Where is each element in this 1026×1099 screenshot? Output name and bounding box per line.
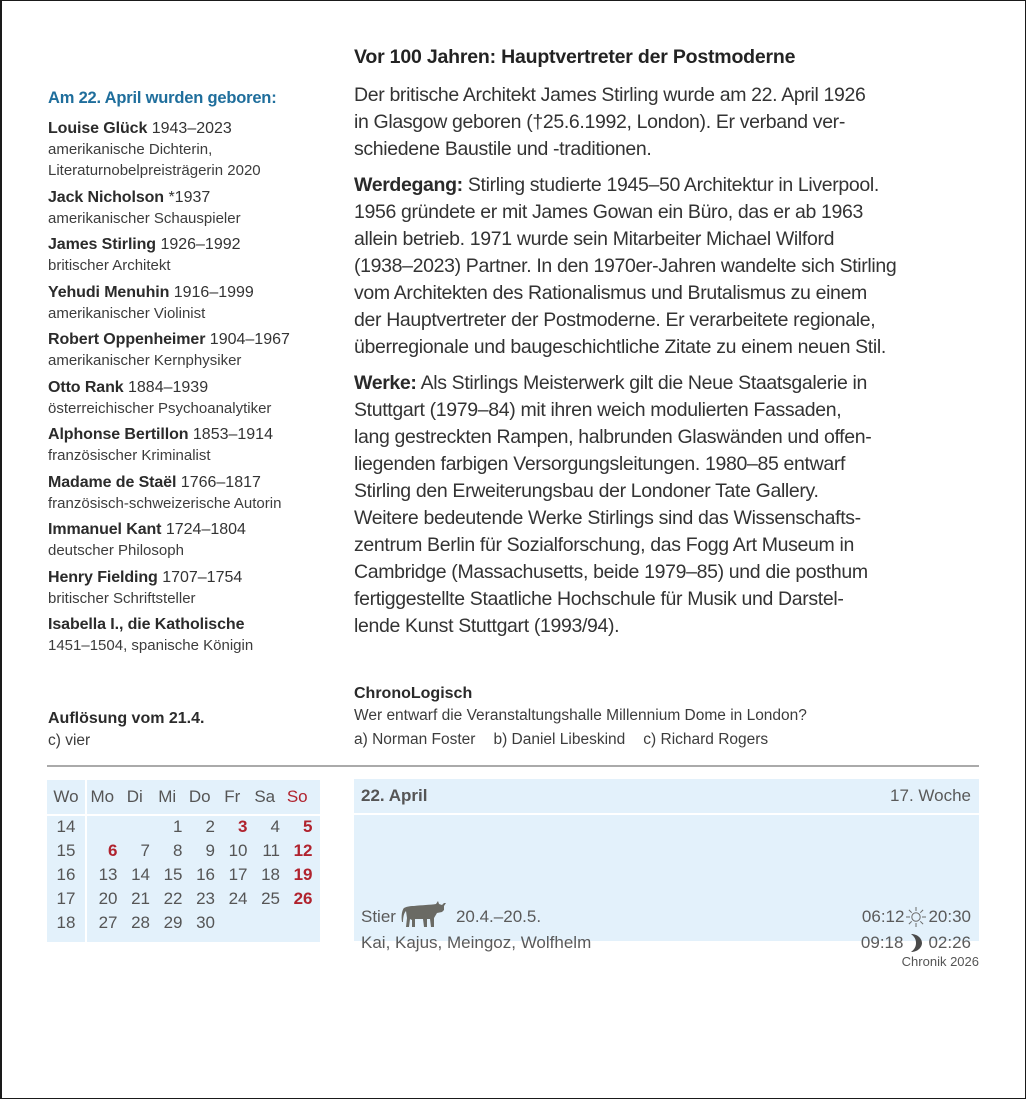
weekday-header: Mi — [158, 787, 177, 806]
line-text: lende Kunst Stuttgart (1993/94). — [354, 615, 620, 637]
sun-times — [862, 905, 971, 929]
person-description: amerikanische Dichterin, — [48, 141, 213, 158]
line-text: liegenden farbigen Versorgungsleitungen. 1980–85 entwarf — [354, 453, 846, 475]
calendar-day: 17 — [228, 865, 248, 884]
calendar-week-row — [47, 815, 315, 839]
sun-icon — [905, 906, 927, 928]
calendar-day: 15 — [163, 865, 183, 884]
person-description: amerikanischer Kernphysiker — [48, 352, 242, 369]
person-entry — [48, 567, 338, 609]
person-entry — [48, 377, 338, 419]
moonset-time: 02:26 — [928, 933, 971, 952]
person-description: britischer Architekt — [48, 257, 171, 274]
person-description: 1451–1504, spanische Königin — [48, 637, 254, 654]
person-header — [48, 567, 338, 588]
weekday-header: Fr — [224, 787, 241, 806]
zodiac-range: 20.4.–20.5. — [455, 907, 542, 926]
person-name: Isabella I., die Katholische — [48, 616, 245, 633]
person-name: James Stirling — [48, 236, 156, 253]
person-entry — [48, 614, 338, 656]
person-header — [48, 118, 338, 139]
line-text: Stuttgart (1979–84) mit ihren weich modulierten Fassaden, — [354, 399, 842, 421]
week-number: 17. Woche — [890, 786, 971, 805]
quiz-option-a: a) Norman Foster — [354, 731, 476, 748]
weekday-header: Mo — [90, 787, 115, 806]
calendar-day: 10 — [228, 841, 248, 860]
bull-icon — [400, 898, 448, 928]
calendar-day: 2 — [205, 817, 215, 836]
calendar-header-row — [47, 785, 315, 809]
solution-title: Auflösung vom 21.4. — [48, 710, 205, 727]
person-name: Robert Oppenheimer — [48, 331, 206, 348]
line-text: zentrum Berlin für Sozialforschung, das Fogg Art Museum in — [354, 534, 854, 556]
person-header — [48, 187, 338, 208]
calendar-day: 28 — [131, 913, 150, 932]
person-years: 1904–1967 — [209, 331, 290, 348]
quiz-options — [354, 728, 979, 752]
person-header — [48, 329, 338, 350]
person-name: Madame de Staël — [48, 473, 177, 491]
calendar-day: 13 — [98, 865, 118, 884]
article-line — [354, 559, 984, 586]
paragraph-lead: Werke: — [354, 372, 417, 394]
moon-icon — [908, 933, 924, 953]
person-years: 1884–1939 — [128, 378, 209, 396]
calendar-day: 9 — [205, 841, 215, 860]
person-years: 1926–1992 — [160, 236, 241, 253]
article-paragraph — [354, 370, 984, 640]
calendar-day — [282, 911, 315, 935]
person-entry — [48, 187, 338, 229]
zodiac-row — [361, 905, 541, 929]
week-number: 17 — [56, 889, 76, 908]
calendar-day: 16 — [196, 865, 215, 884]
calendar-day: 6 — [108, 841, 118, 860]
solution-section — [48, 709, 338, 753]
day-header — [354, 779, 979, 813]
calendar-day: 20 — [98, 889, 118, 908]
person-entry — [48, 329, 338, 371]
article-line — [354, 307, 984, 334]
person-name: Otto Rank — [48, 378, 124, 396]
person-years: 1853–1914 — [192, 426, 273, 443]
article-line — [354, 199, 984, 226]
person-years: 1943–2023 — [151, 120, 232, 137]
calendar-day: 11 — [262, 841, 280, 860]
quiz-option-b: b) Daniel Libeskind — [493, 731, 626, 748]
weekday-header: So — [286, 787, 308, 806]
line-text: fertiggestellte Staatliche Hochschule für Musik und Darstel- — [354, 588, 844, 610]
person-description: französischer Kriminalist — [48, 447, 211, 464]
footer-label: Chronik 2026 — [901, 954, 979, 969]
calendar-day: 5 — [303, 817, 313, 836]
person-description: deutscher Philosoph — [48, 542, 184, 559]
line-text: Als Stirlings Meisterwerk gilt die Neue Staatsgalerie in — [416, 372, 867, 394]
calendar-day: 24 — [228, 889, 248, 908]
calendar-day: 1 — [173, 817, 183, 836]
calendar-day — [87, 815, 120, 839]
section-divider — [47, 765, 979, 767]
line-text: allein betrieb. 1971 wurde sein Mitarbeiter Michael Wilford — [354, 228, 835, 250]
line-text: Stirling studierte 1945–50 Architektur in Liverpool. — [462, 174, 879, 196]
line-text: überregionale und baugeschichtliche Zitate zu einem neuen Stil. — [354, 336, 886, 358]
article-line — [354, 136, 984, 163]
day-date: 22. April — [361, 786, 428, 805]
line-text: Cambridge (Massachusetts, beide 1979–85) und die posthum — [354, 561, 868, 583]
weekday-header: Sa — [254, 787, 276, 806]
person-name: Immanuel Kant — [48, 521, 162, 538]
paragraph-lead: Werdegang: — [354, 174, 463, 196]
person-name: Louise Glück — [48, 120, 148, 137]
article-body — [354, 82, 984, 640]
calendar-day: 3 — [238, 817, 248, 836]
quiz-title: ChronoLogisch — [354, 685, 473, 702]
calendar-day: 21 — [131, 889, 150, 908]
person-years: 1916–1999 — [173, 283, 254, 301]
line-text: Stirling den Erweiterungsbau der Londoner Tate Gallery. — [354, 480, 819, 502]
article-line — [354, 505, 984, 532]
line-text: Weitere bedeutende Werke Stirlings sind das Wissenschafts- — [354, 507, 861, 529]
name-days: Kai, Kajus, Meingoz, Wolfhelm — [361, 933, 592, 952]
line-text: vom Architekten des Rationalismus und Brutalismus zu einem — [354, 282, 867, 304]
person-entry — [48, 424, 338, 466]
calendar-week-row — [47, 863, 315, 887]
week-header: Wo — [53, 787, 79, 806]
week-number: 14 — [56, 817, 76, 836]
person-years: *1937 — [168, 188, 211, 206]
calendar-day: 8 — [173, 841, 183, 860]
person-description: britischer Schriftsteller — [48, 589, 196, 607]
article-line — [354, 532, 984, 559]
calendar-day: 25 — [261, 889, 280, 908]
calendar-day: 4 — [270, 817, 280, 836]
births-heading: Am 22. April wurden geboren: — [48, 89, 277, 107]
article-line — [354, 370, 984, 397]
article-line — [354, 82, 984, 109]
article-paragraph — [354, 172, 984, 361]
weekday-header: Di — [126, 787, 143, 806]
line-text: 1956 gründete er mit James Gowan ein Büro, das er ab 1963 — [354, 201, 864, 223]
article-paragraph — [354, 82, 984, 163]
article-line — [354, 280, 984, 307]
calendar-day: 27 — [98, 913, 118, 932]
calendar-day: 18 — [261, 865, 280, 884]
article — [354, 44, 984, 649]
article-line — [354, 172, 984, 199]
calendar-week-row — [47, 911, 315, 935]
line-text: in Glasgow geboren (†25.6.1992, London). Er verband ver- — [354, 111, 845, 133]
person-header — [48, 472, 338, 493]
calendar-day: 22 — [163, 889, 183, 908]
person-description: Literaturnobelpreisträgerin 2020 — [48, 162, 261, 179]
person-header — [48, 519, 338, 540]
calendar-day: 19 — [293, 865, 313, 884]
article-line — [354, 451, 984, 478]
calendar-day: 23 — [196, 889, 215, 908]
article-line — [354, 397, 984, 424]
person-header — [48, 282, 338, 303]
person-name: Henry Fielding — [48, 568, 158, 586]
article-title: Vor 100 Jahren: Hauptvertreter der Postmoderne — [354, 46, 796, 68]
moonrise-time: 09:18 — [860, 933, 904, 952]
person-years: 1724–1804 — [165, 521, 246, 538]
quiz-question: Wer entwarf die Veranstaltungshalle Millennium Dome in London? — [354, 707, 807, 724]
sunrise-time: 06:12 — [861, 907, 905, 926]
article-line — [354, 478, 984, 505]
article-line — [354, 226, 984, 253]
article-line — [354, 334, 984, 361]
person-header — [48, 377, 338, 398]
person-name: Jack Nicholson — [48, 188, 164, 206]
calendar-day — [120, 815, 153, 839]
line-text: der Hauptvertreter der Postmoderne. Er verarbeitete regionale, — [354, 309, 876, 331]
person-entry — [48, 282, 338, 324]
week-number: 16 — [56, 865, 76, 884]
mini-calendar — [47, 780, 320, 942]
day-body — [354, 815, 979, 952]
sunset-time: 20:30 — [928, 907, 971, 926]
line-text: (1938–2023) Partner. In den 1970er-Jahren wandelte sich Stirling — [354, 255, 897, 277]
person-description: amerikanischer Violinist — [48, 304, 206, 322]
person-header — [48, 424, 338, 445]
person-header — [48, 614, 338, 635]
article-line — [354, 253, 984, 280]
solution-answer: c) vier — [48, 732, 91, 749]
person-description: österreichischer Psychoanalytiker — [48, 399, 272, 417]
calendar-day: 30 — [196, 913, 215, 932]
week-number: 18 — [56, 913, 76, 932]
calendar-day — [217, 911, 250, 935]
weekday-header: Do — [188, 787, 211, 806]
article-line — [354, 613, 984, 640]
calendar-day: 12 — [293, 841, 313, 860]
calendar-day — [250, 911, 283, 935]
line-text: lang gestreckten Rampen, halbrunden Glaswänden und offen- — [354, 426, 872, 448]
quiz-section — [354, 684, 979, 752]
person-description: amerikanischer Schauspieler — [48, 209, 241, 227]
person-years: 1766–1817 — [180, 473, 261, 491]
calendar-day: 14 — [131, 865, 150, 884]
births-section — [48, 88, 338, 662]
week-number: 15 — [56, 841, 76, 860]
person-entry — [48, 234, 338, 276]
line-text: Der britische Architekt James Stirling wurde am 22. April 1926 — [354, 84, 866, 106]
article-line — [354, 586, 984, 613]
moon-times — [861, 931, 971, 955]
calendar-day: 26 — [293, 889, 313, 908]
calendar-day: 7 — [140, 841, 150, 860]
people-list — [48, 118, 338, 656]
person-entry — [48, 519, 338, 561]
person-header — [48, 234, 338, 255]
calendar-week-row — [47, 839, 315, 863]
line-text: schiedene Baustile und -traditionen. — [354, 138, 652, 160]
person-description: französisch-schweizerische Autorin — [48, 494, 282, 512]
article-line — [354, 424, 984, 451]
person-entry — [48, 472, 338, 514]
person-years: 1707–1754 — [162, 568, 243, 586]
calendar-week-row — [47, 887, 315, 911]
article-line — [354, 109, 984, 136]
quiz-option-c: c) Richard Rogers — [643, 731, 769, 748]
person-name: Alphonse Bertillon — [48, 426, 189, 443]
zodiac-name: Stier — [361, 907, 396, 926]
person-name: Yehudi Menuhin — [48, 283, 170, 301]
calendar-day: 29 — [163, 913, 183, 932]
person-entry — [48, 118, 338, 181]
day-panel — [354, 779, 979, 952]
